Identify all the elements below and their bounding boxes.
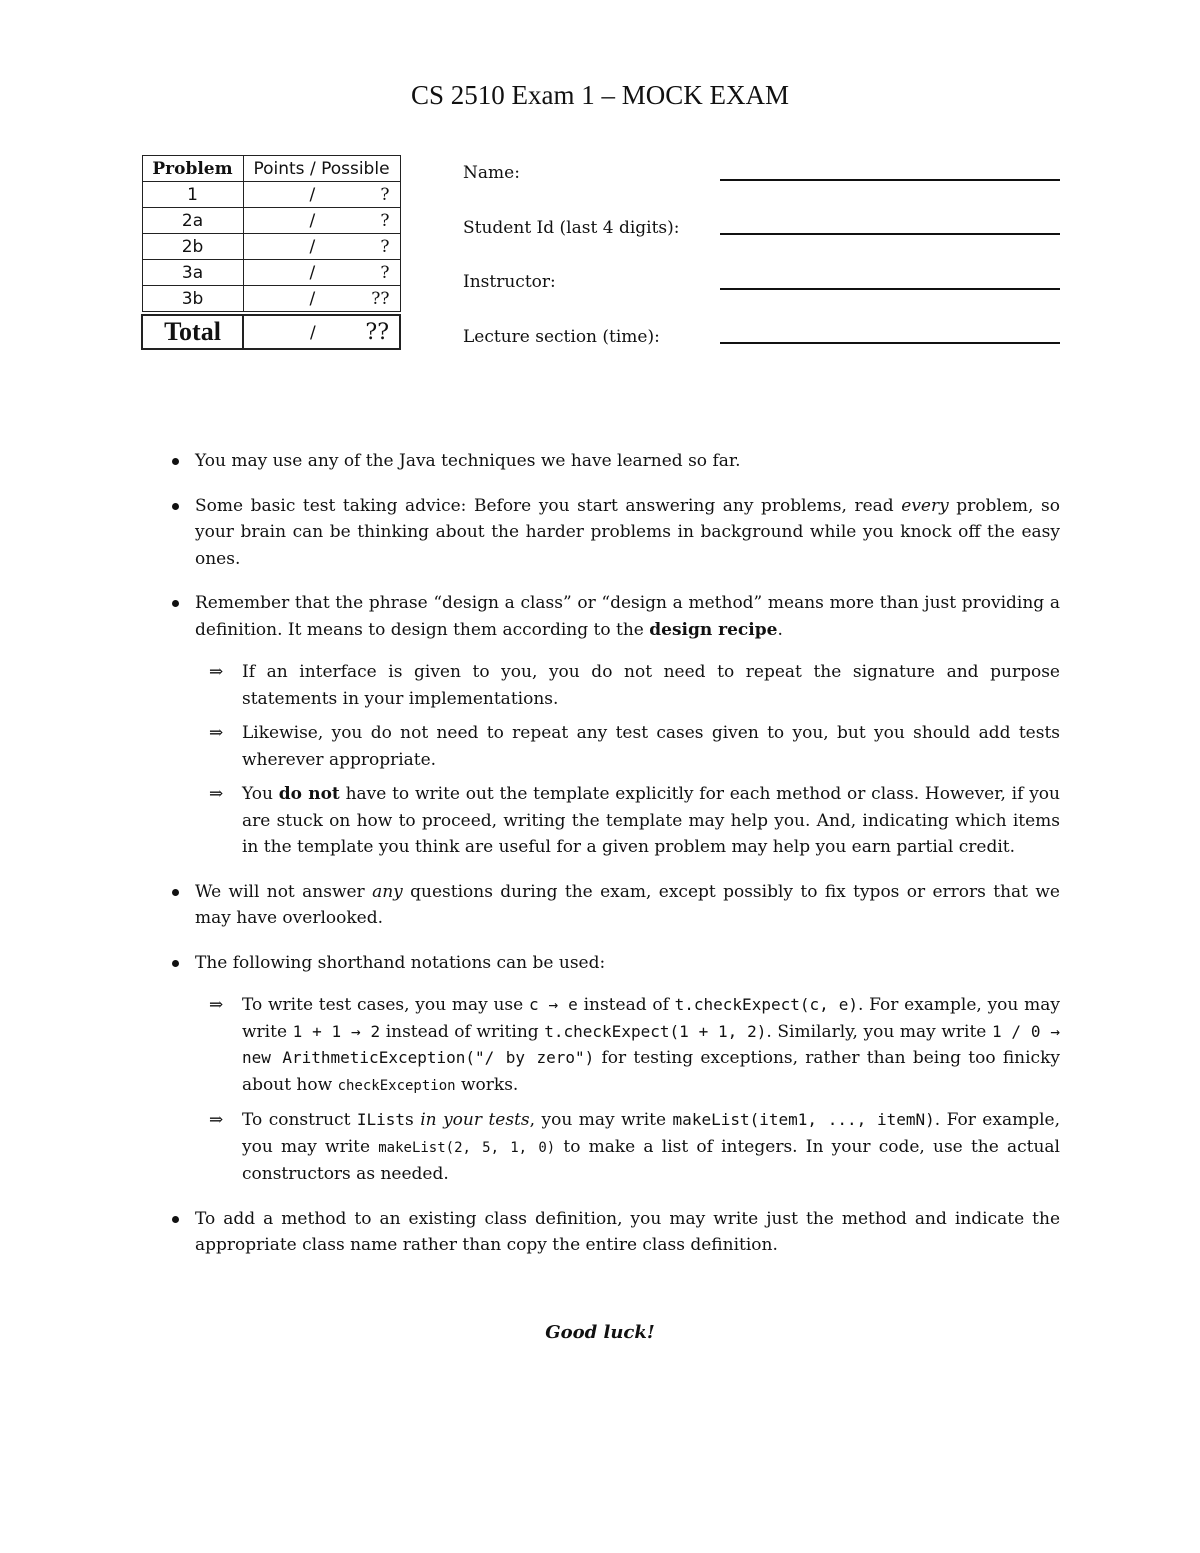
sub-item-text: Likewise, you do not need to repeat any test cases given to you, but you should add tests wherever appropriate. (242, 723, 1060, 770)
emphasis: any (372, 881, 403, 902)
sub-item-text: If an interface is given to you, you do not need to repeat the signature and purpose statements in your implementations. (242, 662, 1060, 709)
footer-good-luck: Good luck! (545, 1322, 655, 1343)
bullet-text: . (777, 619, 783, 640)
points-cell (243, 260, 400, 286)
slash: / (309, 289, 316, 309)
name-blank[interactable] (720, 179, 1060, 181)
bullet-text: Some basic test taking advice: Before you start answering any problems, read (195, 495, 902, 516)
bullet-icon (172, 600, 179, 607)
name-label: Name: (463, 163, 520, 183)
emphasis-strong: design recipe (649, 619, 778, 640)
bullet-icon (172, 1216, 179, 1223)
possible-points: ?? (371, 289, 390, 309)
table-row (142, 286, 400, 312)
slash: / (309, 185, 316, 205)
lecture-section-label: Lecture section (time): (463, 327, 660, 347)
problem-label: 3b (142, 286, 243, 312)
sub-item (195, 720, 1060, 773)
sub-item-text: s (405, 1110, 421, 1130)
points-cell (243, 286, 400, 312)
list-item (170, 879, 1060, 932)
points-cell (243, 208, 400, 234)
code-snippet: 1 / 0 → new ArithmeticException("/ by zero") (242, 1021, 1060, 1067)
table-row (142, 182, 400, 208)
problem-label: 2a (142, 208, 243, 234)
total-row (142, 315, 400, 349)
total-possible: ?? (365, 320, 389, 345)
points-cell (243, 234, 400, 260)
bullet-text: To add a method to an existing class definition, you may write just the method and indicate the appropriate class name rather than copy the entire class definition. (195, 1208, 1060, 1255)
bullet-text: You may use any of the Java techniques we have learned so far. (195, 451, 741, 471)
instructions-list (170, 448, 1060, 1277)
implies-arrow-icon: ⇒ (209, 995, 224, 1015)
sub-item-text: works. (455, 1074, 519, 1095)
bullet-text: problem, so your brain can be thinking about the harder problems in background while you knock off the easy ones. (195, 495, 1060, 569)
problem-label: 3a (142, 260, 243, 286)
sub-item (195, 781, 1060, 861)
code-snippet: 1 + 1 → 2 (292, 1021, 381, 1041)
possible-points: ? (380, 211, 390, 231)
bullet-text: questions during the exam, except possibly to fix typos or errors that we may have overlooked. (195, 881, 1060, 928)
total-points-cell (243, 315, 400, 349)
possible-points: ? (380, 185, 390, 205)
code-snippet: checkException (337, 1077, 456, 1094)
sub-item-text: To write test cases, you may use (242, 995, 529, 1015)
slash: / (309, 237, 316, 257)
sub-item-text: instead of (577, 995, 675, 1015)
possible-points: ? (380, 237, 390, 257)
slash: / (309, 211, 316, 231)
implies-arrow-icon: ⇒ (209, 662, 224, 682)
lecture-section-blank[interactable] (720, 342, 1060, 344)
sub-item-text: . For example, you may write (242, 1110, 1060, 1157)
table-row (142, 208, 400, 234)
possible-points: ? (380, 263, 390, 283)
implies-arrow-icon: ⇒ (209, 784, 224, 804)
bullet-text: We will not answer (195, 881, 373, 902)
student-id-label: Student Id (last 4 digits): (463, 218, 680, 238)
sub-item-text: have to write out the template explicitly for each method or class. However, if you are stuck on how to proceed, writing the template may help you. And, indicating which items in the template you think are useful for a given problem may help you earn partial credit. (242, 784, 1060, 857)
list-item (170, 448, 1060, 475)
table-row (142, 260, 400, 286)
code-snippet: t.checkExpect(1 + 1, 2) (544, 1021, 767, 1041)
header-problem: Problem (142, 156, 243, 182)
sub-item-text: to make a list of integers. In your code, use the actual constructors as needed. (242, 1136, 1060, 1184)
code-snippet: c → e (528, 995, 578, 1014)
code-snippet: makeList(item1, ..., itemN) (672, 1110, 935, 1129)
bullet-icon (172, 889, 179, 896)
table-row (142, 234, 400, 260)
sub-list (195, 992, 1060, 1188)
bullet-icon (172, 458, 179, 465)
bullet-paragraph (195, 590, 1060, 643)
total-label: Total (142, 315, 243, 349)
instructor-blank[interactable] (720, 288, 1060, 290)
emphasis: every (901, 495, 949, 516)
sub-item-text: You (242, 784, 279, 804)
sub-item-text: . Similarly, you may write (766, 1021, 992, 1042)
list-item (170, 1206, 1060, 1259)
header-points: Points / Possible (243, 156, 400, 182)
student-id-blank[interactable] (720, 233, 1060, 235)
problem-label: 1 (142, 182, 243, 208)
code-snippet: t.checkExpect(c, e) (674, 995, 858, 1014)
instructor-label: Instructor: (463, 272, 556, 292)
sub-item-text: for testing exceptions, rather than being too finicky about how (242, 1048, 1060, 1095)
slash: / (309, 263, 316, 283)
sub-list (195, 659, 1060, 861)
implies-arrow-icon: ⇒ (209, 723, 224, 743)
sub-item-text: To construct (242, 1110, 357, 1130)
sub-item (195, 1107, 1060, 1188)
page-title: CS 2510 Exam 1 – MOCK EXAM (410, 80, 789, 110)
emphasis-strong: do not (278, 784, 340, 804)
bullet-icon (172, 960, 179, 967)
list-item (170, 493, 1060, 573)
sub-item-text: , you may write (529, 1110, 673, 1130)
slash: / (310, 323, 316, 343)
emphasis: in your tests (420, 1110, 530, 1130)
code-snippet: makeList(2, 5, 1, 0) (378, 1139, 556, 1156)
points-cell (243, 182, 400, 208)
bullet-text: The following shorthand notations can be used: (195, 952, 606, 973)
bullet-icon (172, 503, 179, 510)
bullet-text: Remember that the phrase “design a class” or “design a method” means more than just providing a definition. It means to design them according to the (195, 593, 1060, 640)
list-item (170, 950, 1060, 1188)
implies-arrow-icon: ⇒ (209, 1110, 224, 1130)
score-table (141, 155, 401, 350)
list-item (170, 590, 1060, 861)
sub-item (195, 659, 1060, 712)
sub-item-text: instead of writing (380, 1021, 545, 1042)
code-snippet: IList (356, 1110, 406, 1129)
problem-label: 2b (142, 234, 243, 260)
sub-item (195, 992, 1060, 1099)
score-table-header (142, 156, 400, 182)
sub-item-text: . For example, you may write (242, 995, 1060, 1042)
